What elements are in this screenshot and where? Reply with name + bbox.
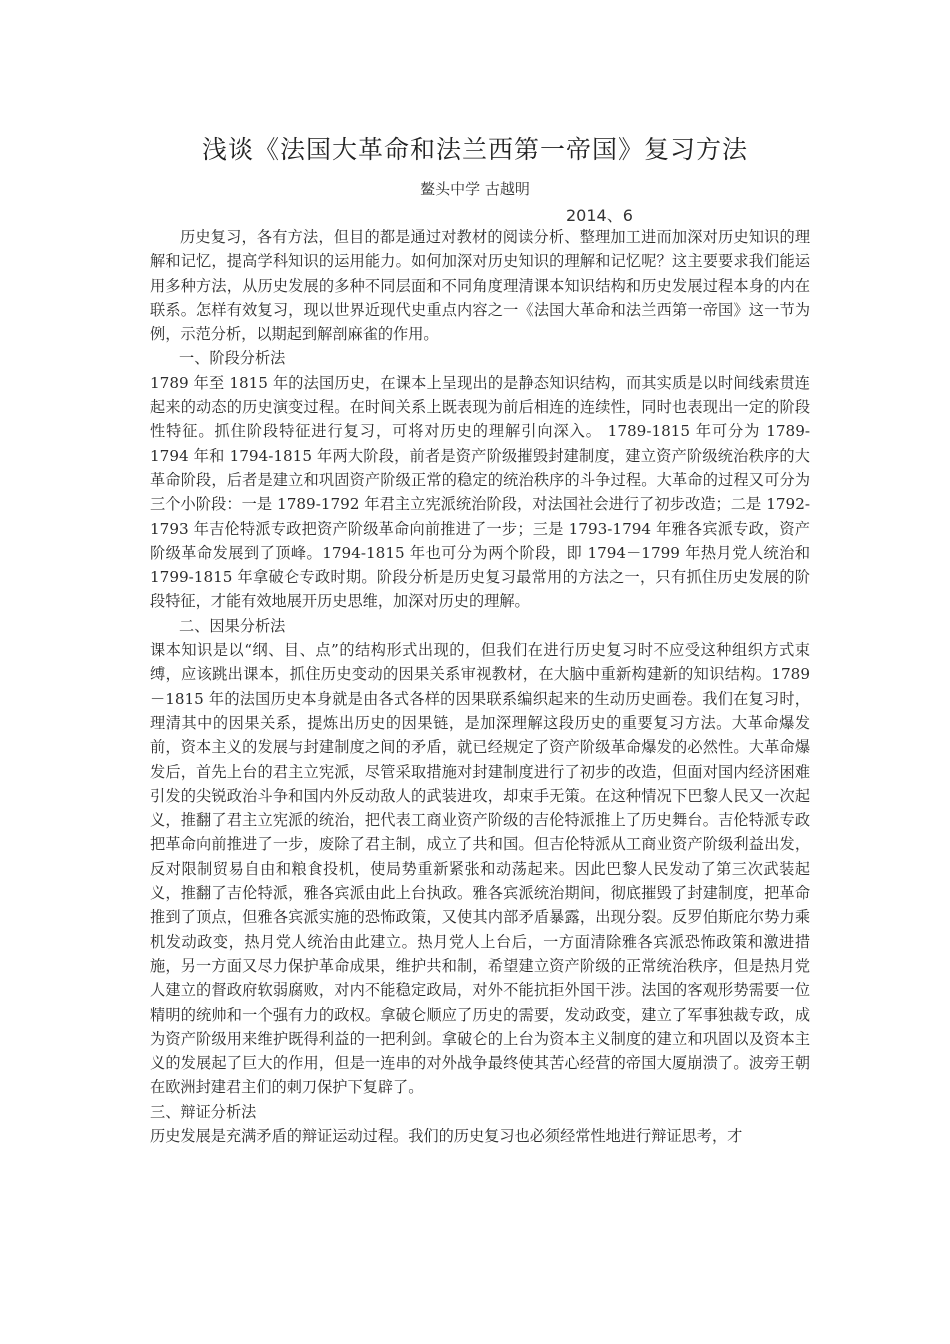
intro-paragraph: 历史复习，各有方法，但目的都是通过对教材的阅读分析、整理加工进而加深对历史知识的理解和记忆，提高学科知识的运用能力。如何加深对历史知识的理解和记忆呢？这主要要求我们能运用多种方法，从历史发展的多种不同层面和不同角度理清课本知识结构和历史发展过程本身的内在联系。怎样有效复习，现以世界近现代史重点内容之一《法国大革命和法兰西第一帝国》这一节为例，示范分析，以期起到解剖麻雀的作用。 <box>150 228 810 344</box>
section-heading-3: 三、辩证分析法 <box>150 1102 257 1121</box>
date-line: 2014、6 <box>566 206 633 225</box>
section-text-3: 历史发展是充满矛盾的辩证运动过程。我们的历史复习也必须经常性地进行辩证思考，才 <box>150 1126 743 1145</box>
section-heading-2: 二、因果分析法 <box>179 616 286 635</box>
author-line: 鳌头中学 古越明 <box>420 180 530 198</box>
document-body <box>150 225 810 1148</box>
section-text-1: 1789 年至 1815 年的法国历史，在课本上呈现出的是静态知识结构，而其实质是以时间线索贯连起来的动态的历史演变过程。在时间关系上既表现为前后相连的连续性，同时也表现出一定的阶段性特征。抓住阶段特征进行复习，可将对历史的理解引向深入。 1789-1815 年可分为 1789-1794 年和 1794-1815 年两大阶段，前者是资产阶级摧毁封建制度，建立资产阶级统治秩序的大革命阶段，后者是建立和巩固资产阶级正常的稳定的统治秩序的斗争过程。大革命的过程又可分为三个小阶段：一是 1789-1792 年君主立宪派统治阶段，对法国社会进行了初步改造；二是 1792-1793 年吉伦特派专政把资产阶级革命向前推进了一步；三是 1793-1794 年雅各宾派专政，资产阶级革命发展到了顶峰。1794-1815 年也可分为两个阶段，即 1794－1799 年热月党人统治和 1799-1815 年拿破仑专政时期。阶段分析是历史复习最常用的方法之一，只有抓住历史发展的阶段特征，才能有效地展开历史思维，加深对历史的理解。 <box>150 373 810 611</box>
document-title: 浅谈《法国大革命和法兰西第一帝国》复习方法 <box>201 135 748 164</box>
section-heading-1: 一、阶段分析法 <box>179 349 286 368</box>
section-text-2: 课本知识是以“纲、目、点”的结构形式出现的，但我们在进行历史复习时不应受这种组织方式束缚，应该跳出课本，抓住历史变动的因果关系审视教材，在大脑中重新构建新的知识结构。1789－1815 年的法国历史本身就是由各式各样的因果联系编织起来的生动历史画卷。我们在复习时，理清其中的因果关系，提炼出历史的因果链，是加深理解这段历史的重要复习方法。大革命爆发前，资本主义的发展与封建制度之间的矛盾，就已经规定了资产阶级革命爆发的必然性。大革命爆发后，首先上台的君主立宪派，尽管采取措施对封建制度进行了初步的改造，但面对国内经济困难引发的尖锐政治斗争和国内外反动敌人的武装进攻，却束手无策。在这种情况下巴黎人民又一次起义，推翻了君主立宪派的统治，把代表工商业资产阶级的吉伦特派推上了历史舞台。吉伦特派专政把革命向前推进了一步，废除了君主制，成立了共和国。但吉伦特派从工商业资产阶级利益出发，反对限制贸易自由和粮食投机，使局势重新紧张和动荡起来。因此巴黎人民发动了第三次武装起义，推翻了吉伦特派，雅各宾派由此上台执政。雅各宾派统治期间，彻底摧毁了封建制度，把革命推到了顶点，但雅各宾派实施的恐怖政策，又使其内部矛盾暴露，出现分裂。反罗伯斯庇尔势力乘机发动政变，热月党人统治由此建立。热月党人上台后，一方面清除雅各宾派恐怖政策和激进措施，另一方面又尽力保护革命成果，维护共和制，希望建立资产阶级的正常统治秩序，但是热月党人建立的督政府软弱腐败，对内不能稳定政局，对外不能抗拒外国干涉。法国的客观形势需要一位精明的统帅和一个强有力的政权。拿破仑顺应了历史的需要，发动政变，建立了军事独裁专政，成为资产阶级用来维护既得利益的一把利剑。拿破仑的上台为资本主义制度的建立和巩固以及资本主义的发展起了巨大的作用，但是一连串的对外战争最终使其苦心经营的帝国大厦崩溃了。波旁王朝在欧洲封建君主们的刺刀保护下复辟了。 <box>150 641 810 1097</box>
